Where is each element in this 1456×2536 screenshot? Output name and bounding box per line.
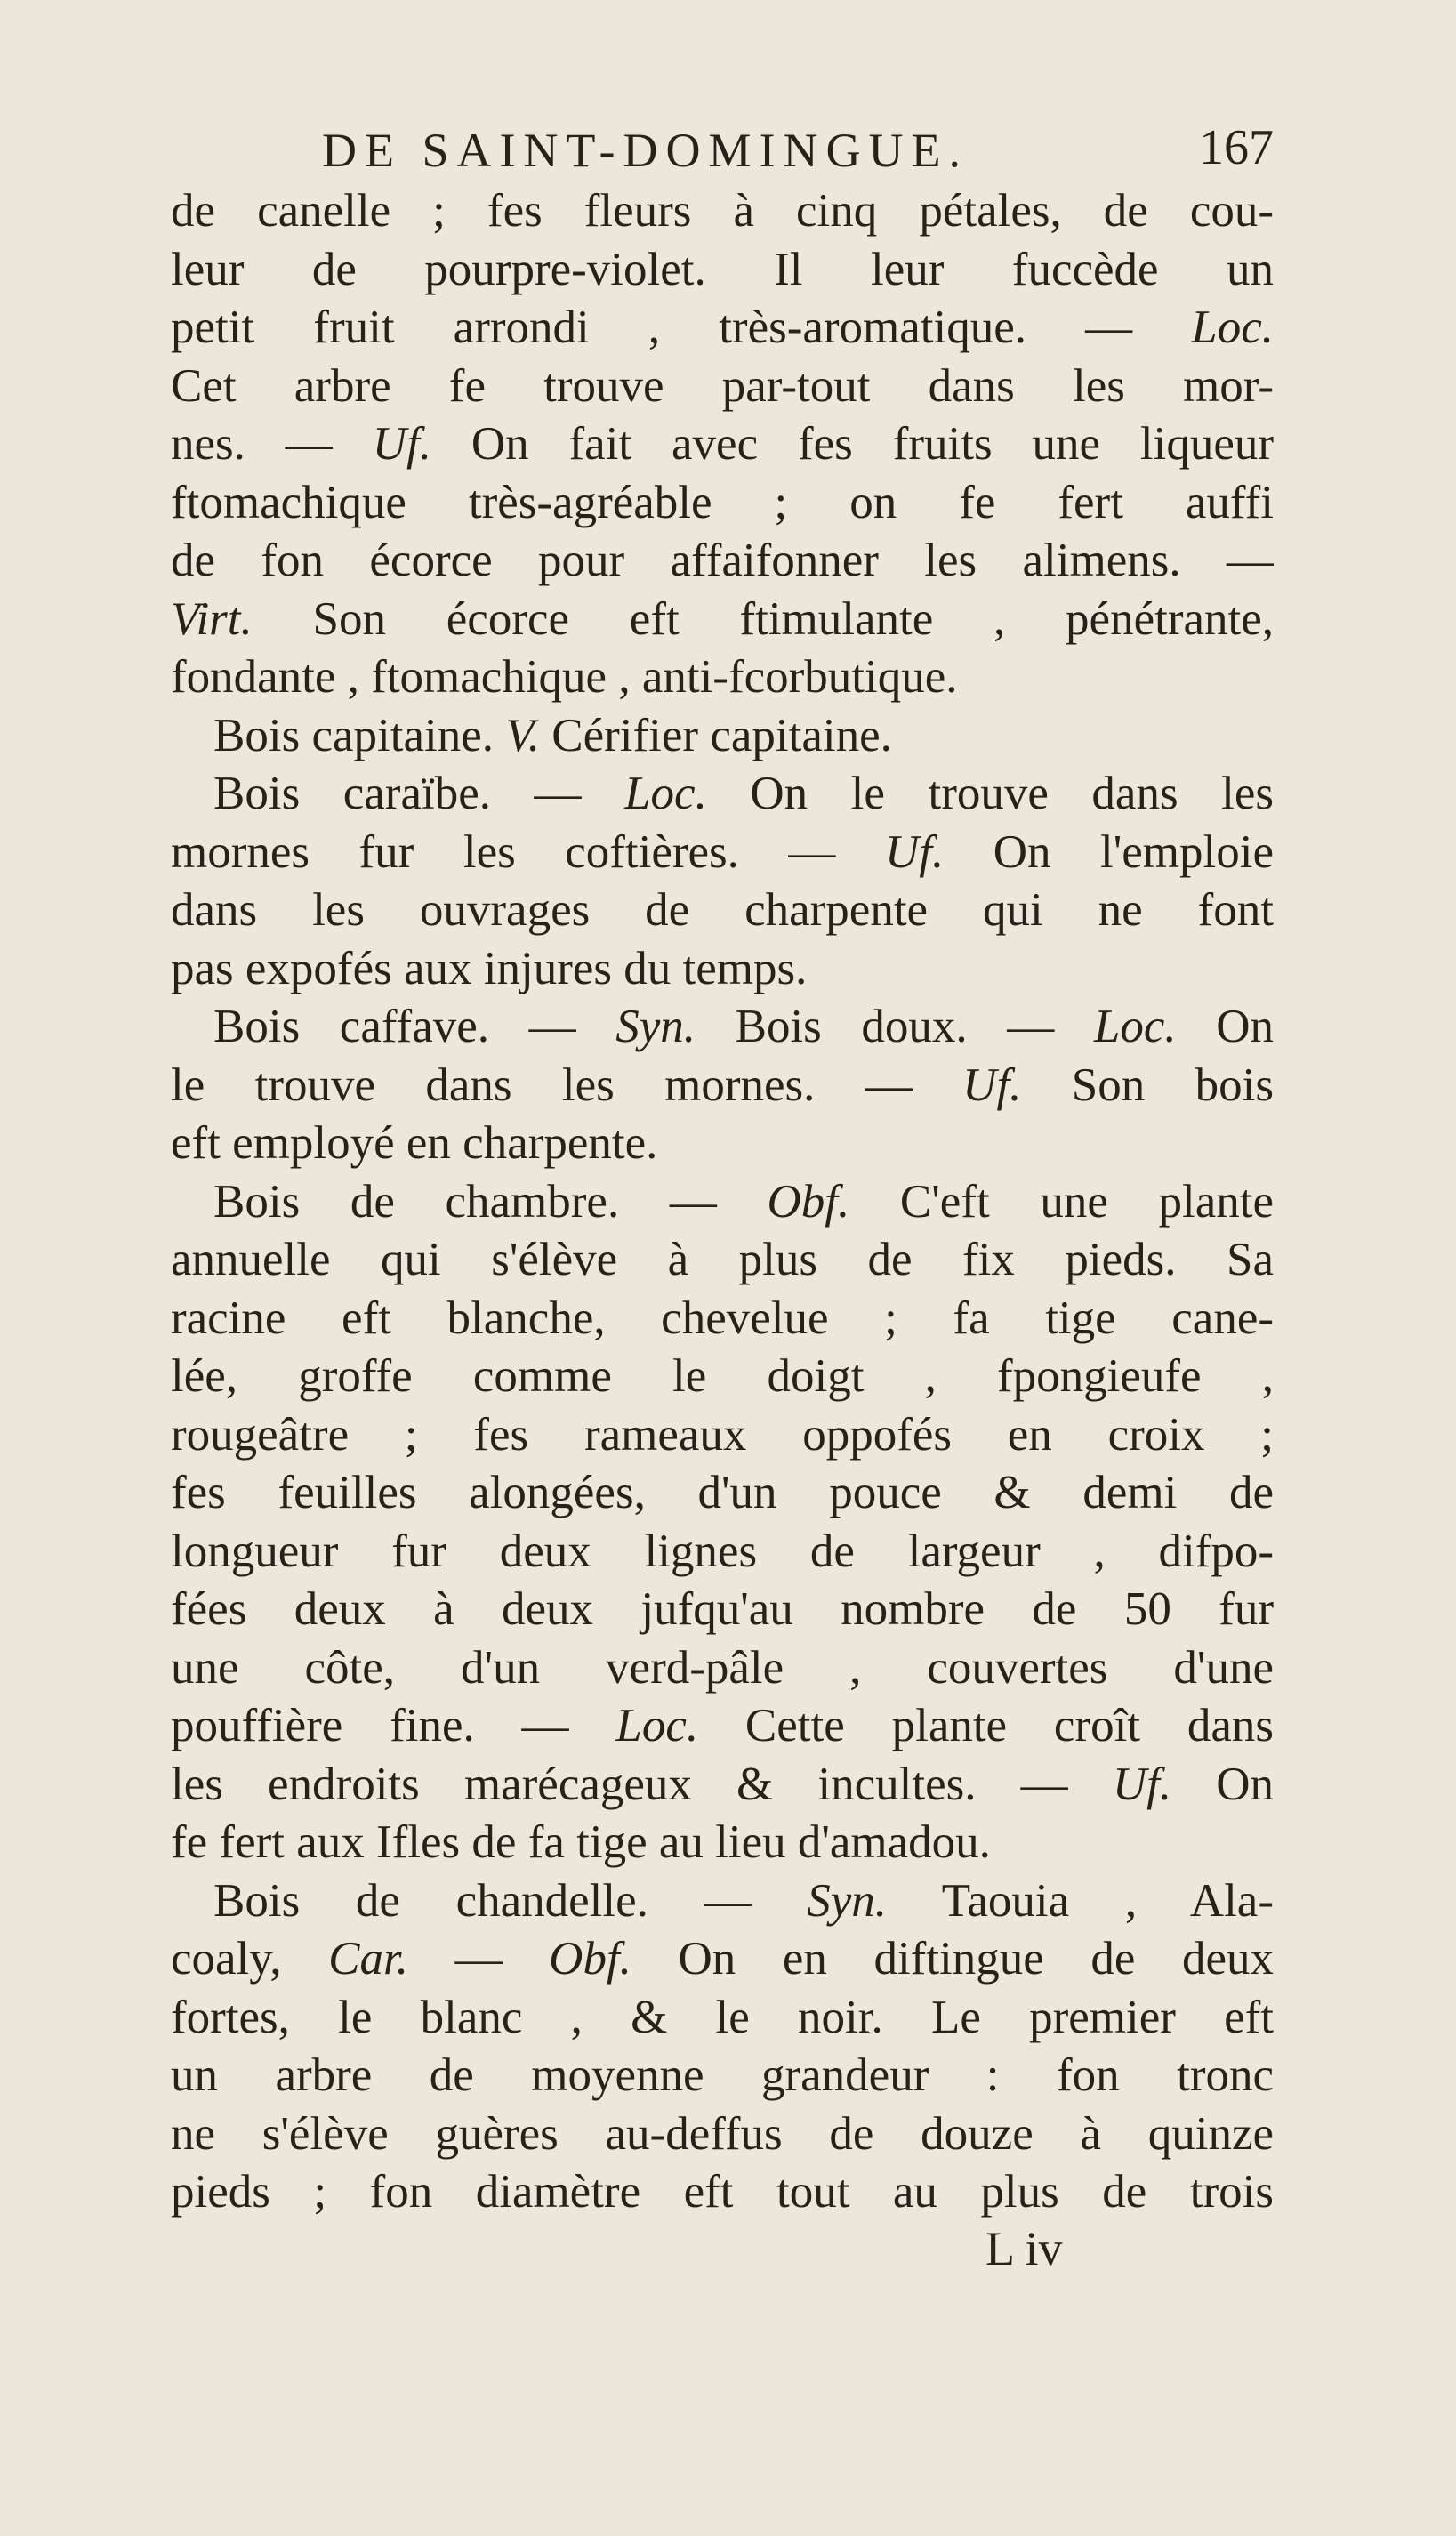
text-run: ne s'élève guères au-deffus de douze à quinze [171, 2107, 1274, 2160]
italic-abbreviation: V. [505, 709, 541, 761]
text-run: pieds ; fon diamètre eft tout au plus de trois [171, 2166, 1274, 2218]
italic-abbreviation: Uf. [962, 1059, 1022, 1111]
text-run: petit fruit arrondi , très-aromatique. — [171, 302, 1192, 353]
text-line [171, 1057, 1274, 1115]
signature-mark: L iv [985, 2222, 1063, 2275]
text-line [171, 358, 1274, 416]
entry-line-bois-cassave [171, 998, 1274, 1057]
text-line [171, 648, 1274, 707]
text-run: On fait avec fes fruits une liqueur [430, 418, 1274, 470]
text-line [171, 2047, 1274, 2105]
text-run: pas expofés aux injures du temps. [171, 942, 808, 994]
italic-abbreviation: Loc. [615, 1700, 699, 1751]
text-run: — [408, 1933, 550, 1985]
text-line [171, 1115, 1274, 1173]
text-line [171, 591, 1274, 649]
text-run: Bois doux. — [696, 1001, 1094, 1052]
text-line [171, 299, 1274, 358]
italic-abbreviation: Obf. [549, 1933, 631, 1985]
text-line [171, 882, 1274, 940]
running-title: DE SAINT-DOMINGUE. [322, 124, 969, 177]
text-run: une côte, d'un verd-pâle , couvertes d'une [171, 1641, 1274, 1694]
italic-abbreviation: Loc. [624, 768, 707, 819]
text-run: pouffière fine. — [171, 1700, 616, 1751]
body-text [171, 182, 1274, 2222]
text-line [171, 241, 1274, 300]
text-run: eft employé en charpente. [171, 1117, 658, 1169]
text-run: nes. — [171, 418, 373, 470]
text-run: Bois caraïbe. — [213, 768, 625, 819]
text-run: le trouve dans les mornes. — [171, 1059, 963, 1111]
entry-line-bois-de-chandelle [171, 1872, 1274, 1931]
text-run: On l'emploie [944, 825, 1274, 878]
text-line [171, 940, 1274, 999]
text-line [171, 474, 1274, 533]
text-run: coaly, [171, 1933, 329, 1985]
text-line [171, 824, 1274, 882]
text-line [171, 1639, 1274, 1698]
text-line [171, 1756, 1274, 1815]
text-line [171, 1406, 1274, 1465]
text-run: fortes, le blanc , & le noir. Le premier eft [171, 1991, 1274, 2043]
text-line [171, 2105, 1274, 2164]
text-run: Bois caffave. — [213, 1001, 616, 1052]
text-run: Bois capitaine. [213, 709, 506, 761]
text-line [171, 1290, 1274, 1349]
text-run: fées deux à deux jufqu'au nombre de 50 fur [171, 1583, 1274, 1635]
text-run: longueur fur deux lignes de largeur , difpo- [171, 1525, 1274, 1577]
text-line [171, 532, 1274, 591]
text-run: de fon écorce pour affaifonner les alimens. — [171, 535, 1274, 586]
text-line [171, 1581, 1274, 1639]
text-run: annuelle qui s'élève à plus de fix pieds. Sa [171, 1234, 1274, 1285]
text-run: On le trouve dans les [706, 768, 1274, 819]
text-line [171, 1930, 1274, 1989]
italic-abbreviation: Uf. [884, 825, 945, 878]
text-run: C'eft une plante [849, 1175, 1274, 1228]
italic-abbreviation: Virt. [171, 592, 253, 645]
text-run: Son écorce eft ftimulante , pénétrante, [252, 592, 1274, 645]
text-line [171, 2163, 1274, 2222]
text-run: Bois de chambre. — [213, 1175, 768, 1228]
text-line [171, 1697, 1274, 1756]
text-run: Son bois [1021, 1059, 1274, 1111]
entry-line-bois-de-chambre [171, 1173, 1274, 1232]
page-number: 167 [1199, 120, 1274, 175]
italic-abbreviation: Loc. [1191, 302, 1274, 353]
text-line [171, 182, 1274, 241]
text-run: les endroits marécageux & incultes. — [171, 1758, 1113, 1810]
text-line [171, 1523, 1274, 1582]
text-line [171, 1231, 1274, 1290]
entry-line-bois-capitaine [171, 707, 1274, 766]
italic-abbreviation: Uf. [372, 418, 431, 470]
text-run: lée, groffe comme le doigt , fpongieufe , [171, 1350, 1274, 1402]
text-run: On [1176, 1001, 1274, 1052]
text-run: leur de pourpre-violet. Il leur fuccède un [171, 243, 1274, 295]
italic-abbreviation: Obf. [767, 1175, 850, 1228]
text-run: fe fert aux Ifles de fa tige au lieu d'amadou. [171, 1816, 991, 1868]
text-run: de canelle ; fes fleurs à cinq pétales, de cou- [171, 185, 1274, 237]
text-run: rougeâtre ; fes rameaux oppofés en croix ; [171, 1408, 1274, 1461]
text-run: racine eft blanche, chevelue ; fa tige cane- [171, 1292, 1274, 1344]
italic-abbreviation: Car. [328, 1933, 409, 1985]
text-run: ftomachique très-agréable ; on fe fert auffi [171, 476, 1274, 528]
text-run: Cet arbre fe trouve par-tout dans les mor- [171, 359, 1274, 412]
text-run: un arbre de moyenne grandeur : fon tronc [171, 2049, 1274, 2101]
text-line [171, 1814, 1274, 1872]
text-run: fondante , ftomachique , anti-fcorbutique. [171, 651, 958, 703]
text-run: mornes fur les coftières. — [171, 825, 885, 878]
text-line [171, 415, 1274, 474]
text-run: fes feuilles alongées, d'un pouce & demi de [171, 1467, 1274, 1518]
italic-abbreviation: Uf. [1112, 1758, 1172, 1810]
text-run: On en diftingue de deux [631, 1933, 1274, 1985]
text-run: Bois de chandelle. — [213, 1874, 808, 1927]
text-line [171, 1989, 1274, 2048]
text-run: Taouia , Ala- [886, 1874, 1274, 1927]
text-run: Cette plante croît dans [698, 1700, 1274, 1751]
page-header [171, 117, 1274, 181]
entry-line-bois-caraibe [171, 765, 1274, 824]
italic-abbreviation: Loc. [1093, 1001, 1177, 1052]
text-run: Cérifier capitaine. [540, 709, 892, 761]
italic-abbreviation: Syn. [807, 1874, 887, 1927]
text-run: dans les ouvrages de charpente qui ne font [171, 884, 1274, 936]
text-run: On [1171, 1758, 1274, 1810]
text-line [171, 1348, 1274, 1406]
text-line [171, 1464, 1274, 1523]
italic-abbreviation: Syn. [615, 1001, 696, 1052]
